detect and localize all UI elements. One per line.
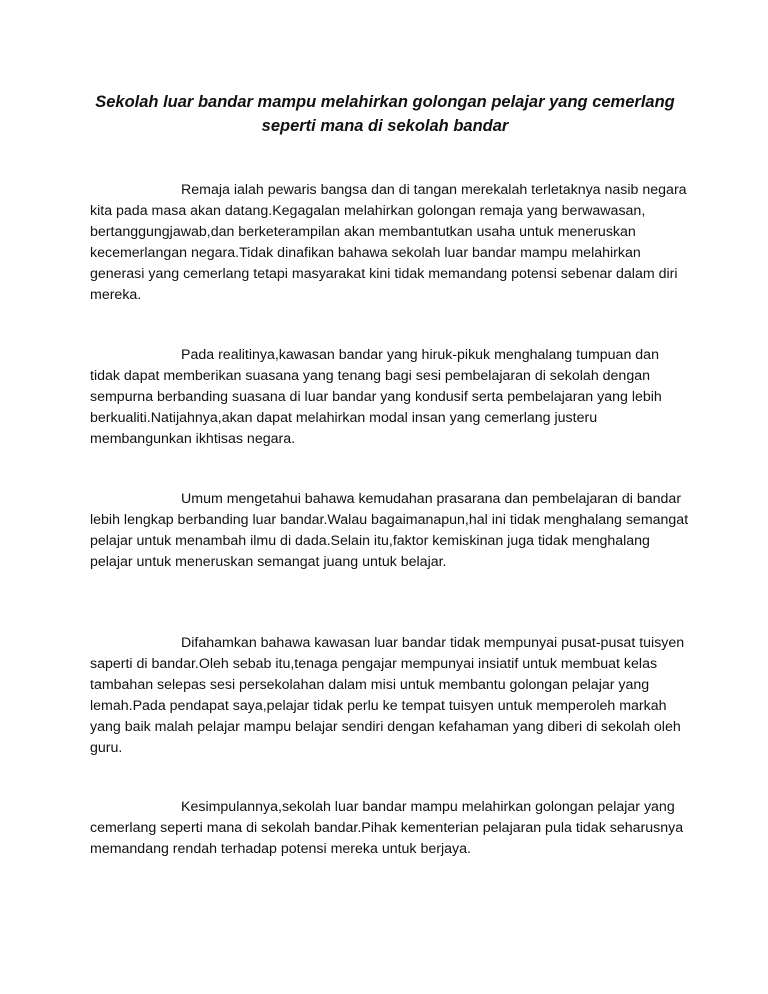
paragraph-2: Pada realitinya,kawasan bandar yang hiruk-pikuk menghalang tumpuan dan tidak dapat memberikan suasana yang tenang bagi sesi pembelajaran di sekolah dengan sempurna berbanding suasana di luar bandar yang kondusif serta pembelajaran yang lebih berkualiti.Natijahnya,akan dapat melahirkan modal insan yang cemerlang justeru membangunkan ikhtisas negara. — [90, 347, 662, 447]
document-title: Sekolah luar bandar mampu melahirkan golongan pelajar yang cemerlang seperti mana di sekolah bandar — [95, 93, 675, 135]
paragraph-5: Kesimpulannya,sekolah luar bandar mampu melahirkan golongan pelajar yang cemerlang seperti mana di sekolah bandar.Pihak kementerian pelajaran pula tidak seharusnya memandang rendah terhadap potensi mereka untuk berjaya. — [90, 799, 684, 857]
paragraph-1: Remaja ialah pewaris bangsa dan di tangan merekalah terletaknya nasib negara kita pada masa akan datang.Kegagalan melahirkan golongan remaja yang berwawasan, bertanggungjawab,dan berketerampilan akan membantutkan usaha untuk meneruskan kecemerlangan negara.Tidak dinafikan bahawa sekolah luar bandar mampu melahirkan generasi yang cemerlang tetapi masyarakat kini tidak memandang potensi sebenar dalam diri mereka. — [90, 182, 687, 303]
paragraph-3: Umum mengetahui bahawa kemudahan prasarana dan pembelajaran di bandar lebih lengkap berbanding luar bandar.Walau bagaimanapun,hal ini tidak menghalang semangat pelajar untuk menambah ilmu di dada.Selain itu,faktor kemiskinan juga tidak menghalang pelajar untuk meneruskan semangat juang untuk belajar. — [90, 491, 689, 570]
paragraph-4: Difahamkan bahawa kawasan luar bandar tidak mempunyai pusat-pusat tuisyen saperti di bandar.Oleh sebab itu,tenaga pengajar mempunyai insiatif untuk membuat kelas tambahan selepas sesi persekolahan dalam misi untuk membantu golongan pelajar yang lemah.Pada pendapat saya,pelajar tidak perlu ke tempat tuisyen untuk memperoleh markah yang baik malah pelajar mampu belajar sendiri dengan kefahaman yang diberi di sekolah oleh guru. — [90, 635, 685, 756]
